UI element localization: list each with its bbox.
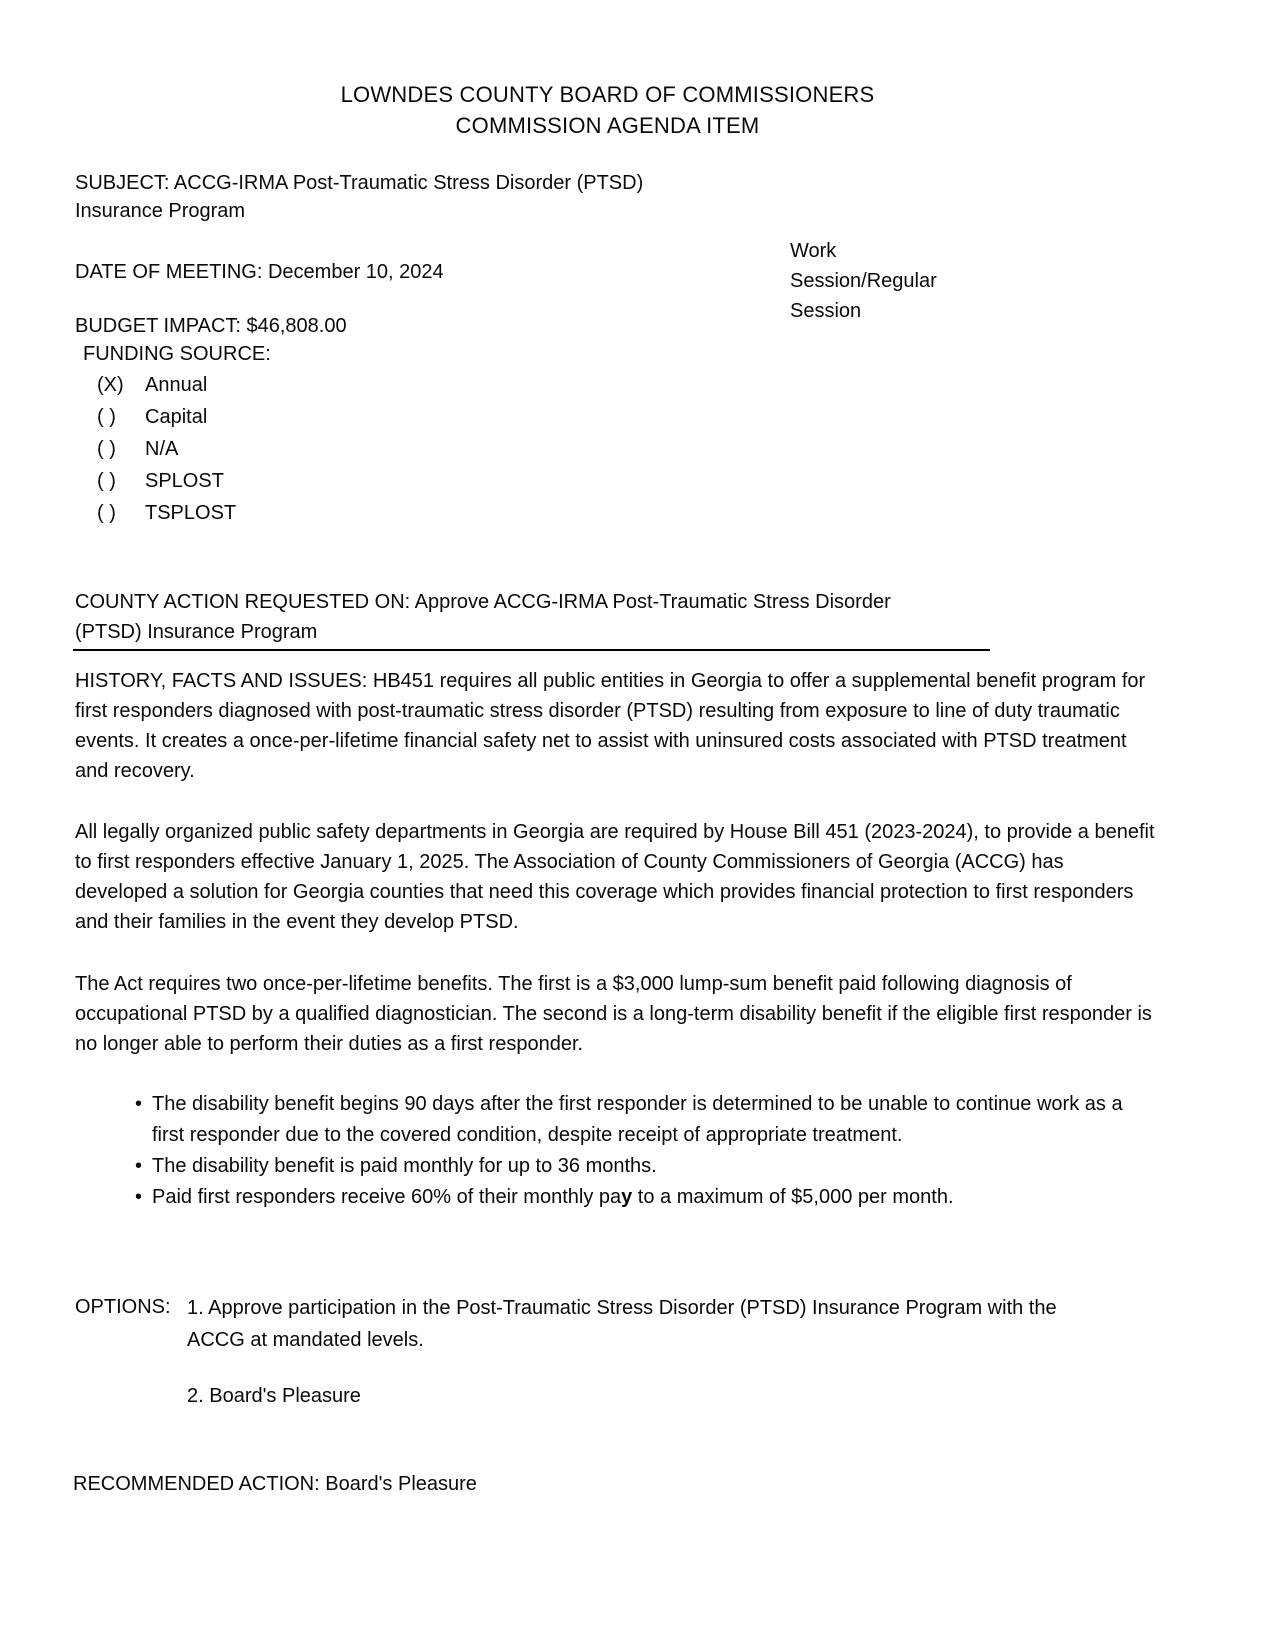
options-label: OPTIONS: xyxy=(75,1296,171,1318)
session-type-line1: Work xyxy=(790,240,837,262)
session-type xyxy=(790,236,1000,326)
bullet-item xyxy=(135,1182,1140,1213)
session-type-line2: Session/Regular xyxy=(790,270,937,292)
bullet-text: Paid first responders receive 60% of their monthly pay to a maximum of $5,000 per month. xyxy=(152,1186,954,1208)
checkbox-splost-unchecked: ( ) xyxy=(97,470,116,492)
bullet-item xyxy=(135,1151,1140,1182)
bullet-text: The disability benefit begins 90 days after the first responder is determined to be unable to continue work as a first responder due to the covered condition, despite receipt of appropriate treatment. xyxy=(152,1093,1123,1146)
bold-letter: y xyxy=(621,1186,633,1208)
history-paragraph-3: The Act requires two once-per-lifetime benefits. The first is a $3,000 lump-sum benefit paid following diagnosis of occupational PTSD by a qualified diagnostician. The second is a long-term disability benefit if the eligible first responder is no longer able to perform their duties as a first responder. xyxy=(75,973,1152,1055)
checkbox-capital-unchecked: ( ) xyxy=(97,406,116,428)
funding-option-row-capital xyxy=(97,401,517,433)
funding-option-label: Capital xyxy=(145,406,208,428)
bullet-icon: • xyxy=(135,1186,143,1208)
options-item-1: 1. Approve participation in the Post-Traumatic Stress Disorder (PTSD) Insurance Program with the ACCG at mandated levels. xyxy=(187,1297,1057,1351)
benefit-bullet-list xyxy=(135,1089,1140,1213)
funding-option-label: N/A xyxy=(145,438,179,460)
funding-option-label: TSPLOST xyxy=(145,502,237,524)
funding-option-row-na xyxy=(97,433,517,465)
budget-impact-line: BUDGET IMPACT: $46,808.00 xyxy=(75,315,347,337)
funding-option-label: Annual xyxy=(145,374,208,396)
history-paragraph-1: HISTORY, FACTS AND ISSUES: HB451 requires all public entities in Georgia to offer a supplemental benefit program for first responders diagnosed with post-traumatic stress disorder (PTSD) resulting from exposure to line of duty traumatic events. It creates a once-per-lifetime financial safety net to assist with uninsured costs associated with PTSD treatment and recovery. xyxy=(75,670,1146,782)
meeting-date-line: DATE OF MEETING: December 10, 2024 xyxy=(75,261,444,283)
recommended-action-line: RECOMMENDED ACTION: Board's Pleasure xyxy=(73,1473,477,1495)
options-item-2: 2. Board's Pleasure xyxy=(187,1385,361,1407)
checkbox-annual-checked: (X) xyxy=(97,374,124,396)
session-type-line3: Session xyxy=(790,300,862,322)
document-title xyxy=(0,79,1215,141)
funding-source-label: FUNDING SOURCE: xyxy=(83,343,271,365)
funding-option-row-annual xyxy=(97,369,517,401)
checkbox-tsplost-unchecked: ( ) xyxy=(97,502,116,524)
funding-option-label: SPLOST xyxy=(145,470,224,492)
bullet-icon: • xyxy=(135,1093,143,1115)
funding-source-list xyxy=(97,369,517,529)
document-title-line2: COMMISSION AGENDA ITEM xyxy=(455,113,760,138)
funding-option-row-tsplost xyxy=(97,497,517,529)
bullet-item xyxy=(135,1089,1140,1151)
county-action-line: COUNTY ACTION REQUESTED ON: Approve ACCG-IRMA Post-Traumatic Stress Disorder (PTSD) Insurance Program xyxy=(75,591,891,643)
subject-line: SUBJECT: ACCG-IRMA Post-Traumatic Stress Disorder (PTSD) Insurance Program xyxy=(75,172,644,222)
funding-option-row-splost xyxy=(97,465,517,497)
bullet-text: The disability benefit is paid monthly for up to 36 months. xyxy=(152,1155,657,1177)
divider-line xyxy=(73,649,990,651)
history-paragraph-2: All legally organized public safety departments in Georgia are required by House Bill 451 (2023-2024), to provide a benefit to first responders effective January 1, 2025. The Association of County Commissioners of Georgia (ACCG) has developed a solution for Georgia counties that need this coverage which provides financial protection to first responders and their families in the event they develop PTSD. xyxy=(75,821,1155,933)
document-title-line1: LOWNDES COUNTY BOARD OF COMMISSIONERS xyxy=(340,82,875,107)
checkbox-na-unchecked: ( ) xyxy=(97,438,116,460)
bullet-icon: • xyxy=(135,1155,143,1177)
